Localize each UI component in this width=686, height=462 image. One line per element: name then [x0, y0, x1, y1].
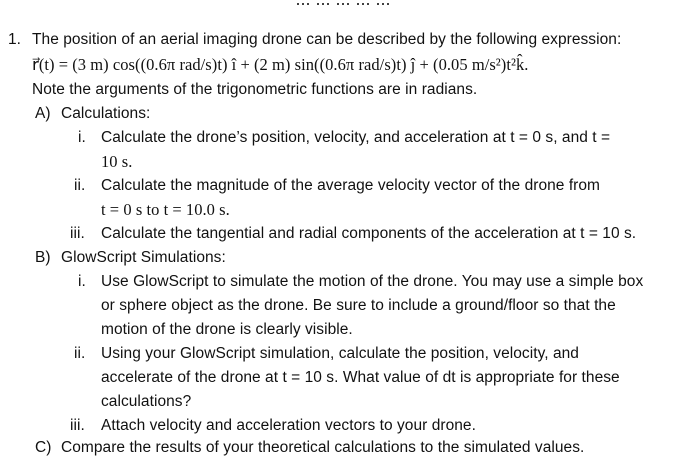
problem-number: 1. [8, 31, 22, 48]
item-b-ii-line3: calculations? [101, 393, 192, 410]
item-a-i-line2: 10 s. [101, 152, 133, 171]
problem-intro-text: The position of an aerial imaging drone can be described by the following expression: [32, 31, 622, 48]
item-a-i-marker: i. [78, 129, 86, 146]
section-c-marker: C) [35, 439, 52, 456]
item-a-ii-line1: Calculate the magnitude of the average velocity vector of the drone from [101, 177, 601, 194]
item-a-i-line1: Calculate the drone’s position, velocity, and acceleration at t = 0 s, and t = [101, 129, 611, 146]
item-b-i-line3: motion of the drone is clearly visible. [101, 321, 353, 338]
item-b-i-line2: or sphere object as the drone. Be sure to include a ground/floor so that the [101, 297, 616, 314]
note-text: Note the arguments of the trigonometric functions are in radians. [32, 81, 478, 98]
item-b-iii-marker: iii. [70, 417, 85, 434]
item-a-ii-marker: ii. [74, 177, 86, 194]
item-a-iii-marker: iii. [70, 225, 85, 242]
item-a-ii-line2: t = 0 s to t = 10.0 s. [101, 200, 230, 219]
section-a-title: Calculations: [61, 105, 151, 122]
position-expression: r⃗(t) = (3 m) cos((0.6π rad/s)t) î + (2 m) sin((0.6π rad/s)t) ĵ + (0.05 m/s²)t²k̂. [32, 55, 529, 74]
item-b-ii-line2: accelerate of the drone at t = 10 s. What value of dt is appropriate for these [101, 369, 620, 386]
item-b-i-marker: i. [78, 273, 86, 290]
item-b-iii-line1: Attach velocity and acceleration vectors to your drone. [101, 417, 476, 434]
cutoff-text-top [0, 0, 686, 6]
section-b-title: GlowScript Simulations: [61, 249, 226, 266]
item-b-ii-marker: ii. [74, 345, 86, 362]
item-a-iii-line1: Calculate the tangential and radial components of the acceleration at t = 10 s. [101, 225, 637, 242]
section-c-title: Compare the results of your theoretical calculations to the simulated values. [61, 439, 585, 456]
item-b-i-line1: Use GlowScript to simulate the motion of the drone. You may use a simple box [101, 273, 644, 290]
section-a-marker: A) [35, 105, 51, 122]
item-b-ii-line1: Using your GlowScript simulation, calculate the position, velocity, and [101, 345, 579, 362]
section-b-marker: B) [35, 249, 51, 266]
